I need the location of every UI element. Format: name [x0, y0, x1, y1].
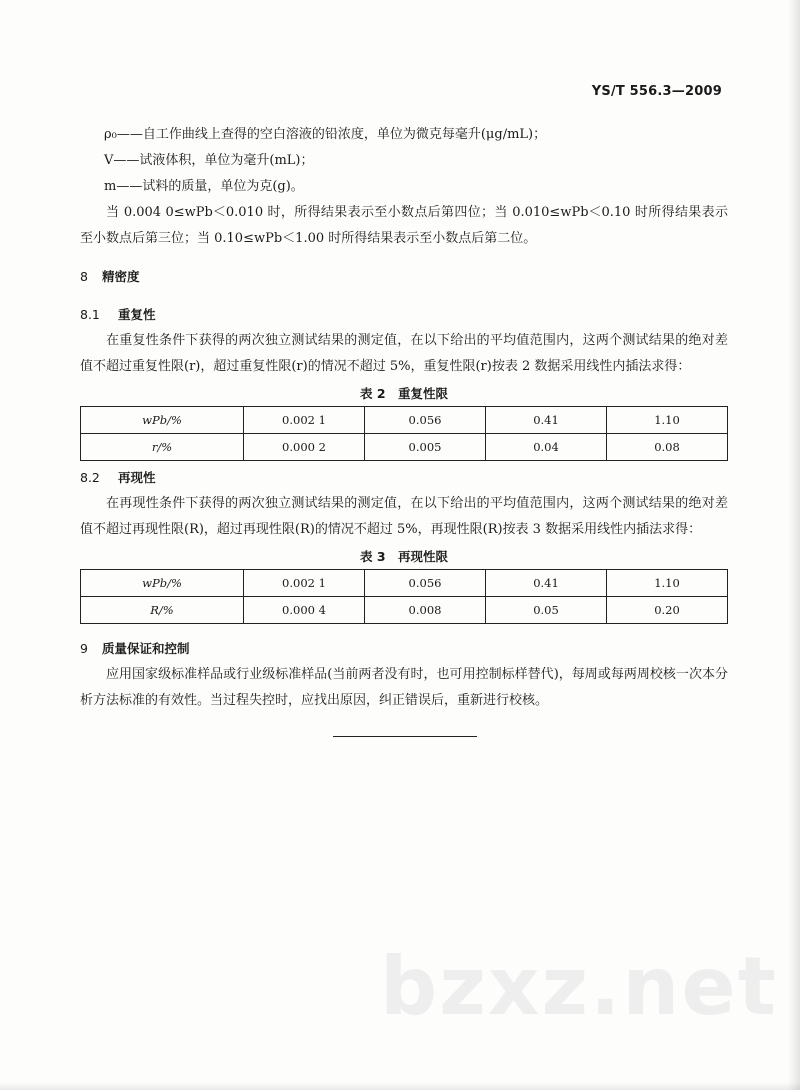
table-cell: 0.056 [365, 570, 486, 597]
quality-control-paragraph: 应用国家级标准样品或行业级标准样品(当前两者没有时，也可用控制标样替代)，每周或每两周校核一次本分析方法标准的有效性。当过程失控时，应找出原因，纠正错误后，重新进行校核。 [80, 667, 728, 708]
section-number: 8.1 [80, 307, 100, 322]
section-8-heading [80, 264, 728, 290]
reproducibility-paragraph: 在再现性条件下获得的两次独立测试结果的测定值，在以下给出的平均值范围内，这两个测试结果的绝对差值不超过再现性限(R)，超过再现性限(R)的情况不超过 5%，再现性限(R)按表 3 数据采用线性内插法求得： [80, 496, 728, 537]
table-2-caption: 表 2 重复性限 [359, 386, 449, 401]
table-cell: 1.10 [607, 407, 728, 434]
section-9-heading [80, 636, 728, 662]
section-title: 质量保证和控制 [102, 641, 190, 656]
table-cell: 0.08 [607, 434, 728, 461]
page-edge-shadow [788, 0, 800, 1090]
table-cell: 0.20 [607, 597, 728, 624]
table-cell: 0.000 4 [244, 597, 365, 624]
section-8-2-heading [80, 465, 728, 491]
table-cell: 0.04 [486, 434, 607, 461]
standard-number: YS/T 556.3—2009 [591, 84, 722, 99]
section-number: 8 [80, 269, 88, 284]
watermark: bzxz.net [380, 940, 778, 1033]
table-cell: wPb/% [81, 570, 244, 597]
table-2-repeatability [80, 406, 728, 461]
table-cell: 0.002 1 [244, 570, 365, 597]
section-title: 重复性 [118, 307, 156, 322]
table-row [81, 570, 728, 597]
table-cell: 0.005 [365, 434, 486, 461]
table-cell: 1.10 [607, 570, 728, 597]
section-title: 精密度 [102, 269, 140, 284]
table-3-caption: 表 3 再现性限 [359, 549, 449, 564]
table-cell: r/% [81, 434, 244, 461]
table-3-reproducibility [80, 569, 728, 624]
definition-v: V——试液体积，单位为毫升(mL)； [104, 153, 314, 168]
section-title: 再现性 [118, 470, 156, 485]
table-cell: 0.41 [486, 570, 607, 597]
table-cell: 0.056 [365, 407, 486, 434]
definition-m: m——试料的质量，单位为克(g)。 [104, 179, 304, 194]
definition-rho0: ρ₀——自工作曲线上查得的空白溶液的铅浓度，单位为微克每毫升(μg/mL)； [104, 127, 547, 142]
table-row [81, 597, 728, 624]
table-cell: 0.008 [365, 597, 486, 624]
table-cell: 0.41 [486, 407, 607, 434]
page-bottom-shadow [0, 1082, 800, 1090]
repeatability-paragraph: 在重复性条件下获得的两次独立测试结果的测定值，在以下给出的平均值范围内，这两个测试结果的绝对差值不超过重复性限(r)，超过重复性限(r)的情况不超过 5%，重复性限(r)按表 2 数据采用线性内插法求得： [80, 333, 728, 374]
table-cell: 0.002 1 [244, 407, 365, 434]
result-rule-paragraph: 当 0.004 0≤wPb＜0.010 时，所得结果表示至小数点后第四位；当 0.010≤wPb＜0.10 时所得结果表示至小数点后第三位；当 0.10≤wPb＜1.00 时所得结果表示至小数点后第二位。 [80, 205, 728, 246]
section-number: 9 [80, 641, 88, 656]
table-row [81, 407, 728, 434]
table-cell: 0.05 [486, 597, 607, 624]
section-8-1-heading [80, 302, 728, 328]
section-number: 8.2 [80, 470, 100, 485]
table-row [81, 434, 728, 461]
end-rule [333, 736, 477, 737]
document-body [80, 122, 728, 714]
table-cell: wPb/% [81, 407, 244, 434]
table-cell: R/% [81, 597, 244, 624]
table-cell: 0.000 2 [244, 434, 365, 461]
